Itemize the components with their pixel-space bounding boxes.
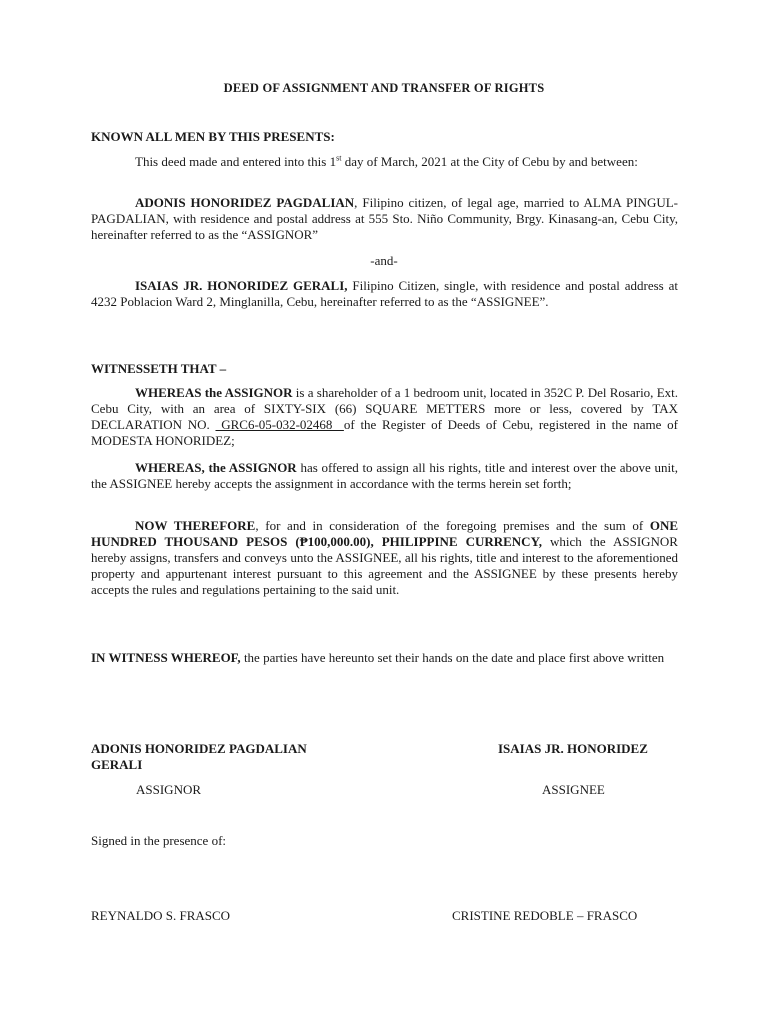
now-therefore-paragraph bbox=[91, 518, 678, 598]
assignor-name: ADONIS HONORIDEZ PAGDALIAN bbox=[135, 195, 355, 210]
witness-one-name: REYNALDO S. FRASCO bbox=[91, 908, 231, 923]
in-witness-text: the parties have hereunto set their hands on the date and place first above written bbox=[240, 650, 665, 665]
consideration-amount: ONE HUNDRED THOUSAND PESOS (₱100,000.00), PHILIPPINE CURRENCY, bbox=[91, 518, 679, 549]
assignee-name: ISAIAS JR. HONORIDEZ GERALI, bbox=[135, 278, 348, 293]
whereas-one-text-1: is a shareholder of a 1 bedroom unit, located in 352C P. Del Rosario, Ext. Cebu City, with an area of SIXTY-SIX (66) SQUARE METTERS more or less, covered by TAX DECLARATION NO. bbox=[91, 385, 678, 432]
tax-declaration-number: GRC6-05-032-02468 bbox=[215, 417, 344, 432]
assignor-label: ASSIGNOR bbox=[136, 782, 202, 797]
intro-superscript: st bbox=[336, 153, 342, 163]
intro-text-a: This deed made and entered into this 1 bbox=[135, 154, 337, 169]
whereas-one-bold: WHEREAS the ASSIGNOR bbox=[135, 385, 293, 400]
now-therefore-text-1: , for and in consideration of the foregoing premises and the sum of bbox=[255, 518, 650, 533]
intro-paragraph bbox=[91, 154, 678, 170]
assignor-paragraph bbox=[91, 195, 678, 243]
assignee-text: Filipino Citizen, single, with residence and postal address at 4232 Poblacion Ward 2, Minglanilla, Cebu, hereinafter referred to as the “ASSIGNEE”. bbox=[91, 278, 678, 309]
document-title: DEED OF ASSIGNMENT AND TRANSFER OF RIGHTS bbox=[223, 81, 545, 95]
whereas-one-text-2: of the Register of Deeds of Cebu, registered in the name of MODESTA HONORIDEZ; bbox=[91, 417, 678, 448]
whereas-two-bold: WHEREAS, the ASSIGNOR bbox=[135, 460, 297, 475]
signed-presence-text: Signed in the presence of: bbox=[91, 833, 227, 848]
whereas-one-paragraph bbox=[91, 385, 678, 449]
assignor-text: , Filipino citizen, of legal age, married to ALMA PINGUL-PAGDALIAN, with residence and postal address at 555 Sto. Niño Community, Brgy. Kinasang-an, Cebu City, hereinafter referred to as the “ASSIGNOR” bbox=[91, 195, 678, 242]
in-witness-bold: IN WITNESS WHEREOF, bbox=[91, 650, 241, 665]
assignee-signature-name: ISAIAS JR. HONORIDEZ bbox=[498, 741, 648, 756]
witnesseth-heading: WITNESSETH THAT – bbox=[91, 361, 227, 376]
whereas-two-text: has offered to assign all his rights, title and interest over the above unit, the ASSIGNEE hereby accepts the assignment in accordance with the terms herein set forth; bbox=[91, 460, 678, 491]
assignee-signature-name-wrap: GERALI bbox=[91, 757, 143, 772]
now-therefore-text-2: which the ASSIGNOR hereby assigns, transfers and conveys unto the ASSIGNEE, all his rights, title and interest to the aforementioned property and appurtenant interest pursuant to this agreement and the ASSIGNEE by these presents hereby accepts the rules and regulations pertaining to the said unit. bbox=[91, 534, 678, 597]
intro-text-b: day of March, 2021 at the City of Cebu by and between: bbox=[341, 154, 638, 169]
assignor-signature-name: ADONIS HONORIDEZ PAGDALIAN bbox=[91, 741, 307, 756]
in-witness-paragraph bbox=[91, 650, 678, 666]
and-separator: -and- bbox=[370, 253, 398, 268]
now-therefore-bold: NOW THEREFORE bbox=[135, 518, 256, 533]
assignee-paragraph bbox=[91, 278, 678, 310]
known-all-men-heading: KNOWN ALL MEN BY THIS PRESENTS: bbox=[91, 129, 335, 144]
assignee-label: ASSIGNEE bbox=[542, 782, 605, 797]
whereas-two-paragraph bbox=[91, 460, 678, 492]
witness-two-name: CRISTINE REDOBLE – FRASCO bbox=[452, 908, 638, 923]
